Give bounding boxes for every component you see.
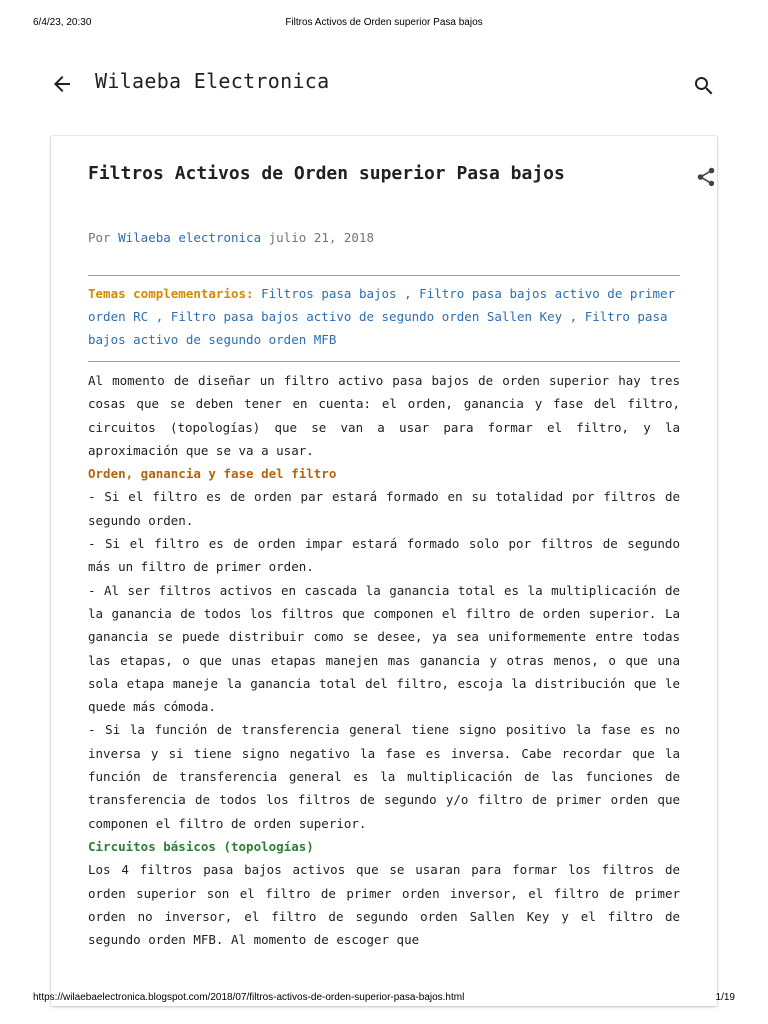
separator: , — [562, 309, 585, 324]
separator: , — [148, 309, 171, 324]
print-footer — [0, 992, 768, 1006]
print-page-number: 1/19 — [715, 992, 735, 1003]
paragraph-intro: Al momento de diseñar un filtro activo pasa bajos de orden superior hay tres cosas que se deben tener en cuenta: el orden, ganancia y fase del filtro, circuitos (topologías) que se van a usar para formar el filtro, y la aproximación que se va a usar. — [88, 373, 680, 458]
paragraph-bullet: - Al ser filtros activos en cascada la ganancia total es la multiplicación de la ganancia de todos los filtros que componen el filtro de orden superior. La ganancia se puede distribuir como se desee, ya sea uniformemente entre todas las etapas, o que unas etapas manejen mas ganancia y otras menos, o que una sola etapa maneje la ganancia total del filtro, escoja la distribución que le quede más cómoda. — [88, 582, 680, 715]
post-card — [51, 136, 717, 1006]
print-url: https://wilaebaelectronica.blogspot.com/2018/07/filtros-activos-de-orden-superior-pasa-bajos.html — [33, 992, 465, 1003]
author-link[interactable]: Wilaeba electronica — [118, 230, 262, 245]
section-heading-orden: Orden, ganancia y fase del filtro — [88, 466, 337, 482]
arrow-left-icon[interactable] — [50, 72, 74, 96]
related-topics-label: Temas complementarios: — [88, 286, 254, 301]
print-doc-title: Filtros Activos de Orden superior Pasa bajos — [285, 17, 483, 28]
link-filtro-sallen-key[interactable]: Filtro pasa bajos activo de segundo orden Sallen Key — [170, 309, 563, 324]
search-icon[interactable] — [692, 74, 716, 98]
link-filtros-pasa-bajos[interactable]: Filtros pasa bajos — [261, 286, 397, 301]
post-date: julio 21, 2018 — [261, 230, 374, 245]
paragraph-bullet: - Si el filtro es de orden par estará formado en su totalidad por filtros de segundo orden. — [88, 489, 680, 528]
divider-top — [88, 275, 680, 276]
paragraph-bullet: - Si la función de transferencia general tiene signo positivo la fase es no inversa y si tiene signo negativo la fase es inversa. Cabe recordar que la función de transferencia general es la multiplicación de las funciones de transferencia de todos los filtros de segundo y/o filtro de primer orden que componen el filtro de orden superior. — [88, 722, 680, 831]
site-title[interactable]: Wilaeba Electronica — [95, 69, 330, 93]
print-datetime: 6/4/23, 20:30 — [33, 17, 92, 28]
paragraph-bullet: - Si el filtro es de orden impar estará formado solo por filtros de segundo más un filtro de primer orden. — [88, 536, 680, 575]
related-topics — [88, 282, 680, 351]
post-body — [88, 369, 680, 951]
post-title: Filtros Activos de Orden superior Pasa bajos — [88, 163, 565, 184]
link-filtro-mfb[interactable]: Filtro pasa bajos activo de segundo orden MFB — [88, 309, 668, 347]
paragraph-circuitos: Los 4 filtros pasa bajos activos que se usaran para formar los filtros de orden superior son el filtro de primer orden inversor, el filtro de primer orden no inversor, el filtro de segundo orden Sallen Key y el filtro de segundo orden MFB. Al momento de escoger que — [88, 862, 680, 948]
share-icon[interactable] — [695, 166, 717, 188]
byline — [88, 230, 374, 245]
link-filtro-primer-orden-rc[interactable]: Filtro pasa bajos activo de primer orden RC — [88, 286, 676, 324]
print-header — [0, 17, 768, 31]
separator: , — [396, 286, 420, 301]
byline-prefix: Por — [88, 230, 119, 245]
section-heading-circuitos: Circuitos básicos (topologías) — [88, 838, 314, 854]
divider-bottom — [88, 361, 680, 362]
app-bar — [0, 60, 768, 116]
